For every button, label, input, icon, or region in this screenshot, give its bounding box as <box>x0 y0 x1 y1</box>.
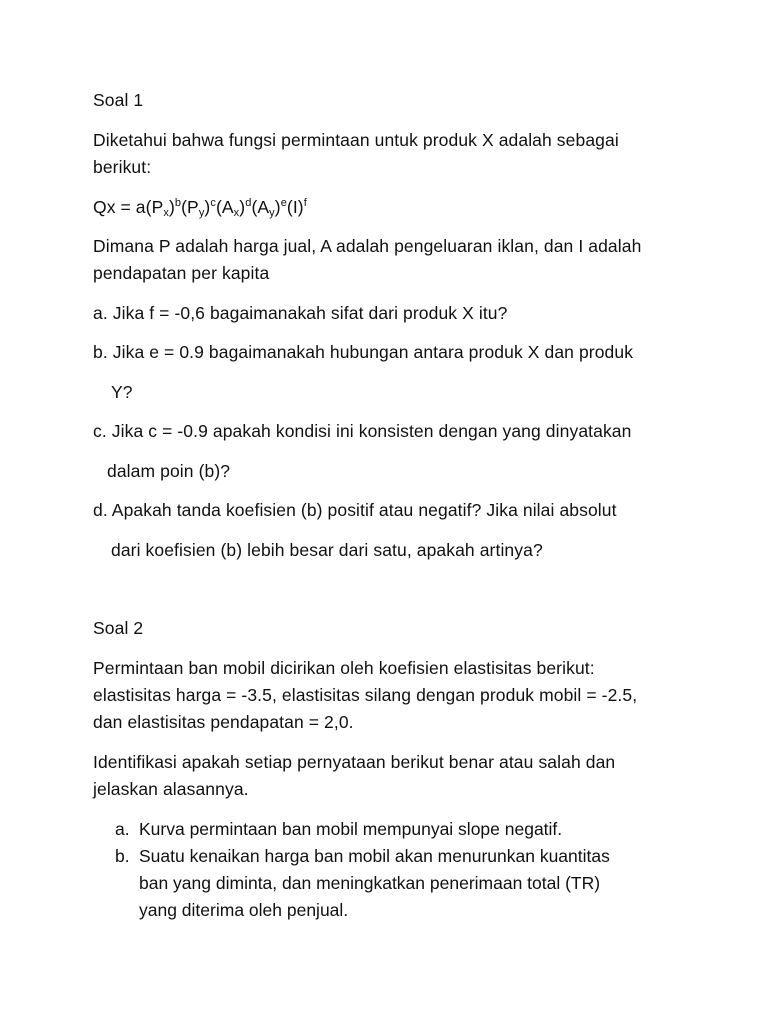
soal2-para1-line3: dan elastisitas pendapatan = 2,0. <box>93 712 354 732</box>
formula-close-3: ) <box>239 197 246 217</box>
soal1-intro-line2: berikut: <box>93 157 152 177</box>
soal1-question-c-line1: c. Jika c = -0.9 apakah kondisi ini konsisten dengan yang dinyatakan <box>93 421 632 441</box>
soal2-para2-line2: jelaskan alasannya. <box>93 779 249 799</box>
soal1-def-line1: Dimana P adalah harga jual, A adalah pengeluaran iklan, dan I adalah <box>93 236 642 256</box>
soal1-question-b-line1: b. Jika e = 0.9 bagaimanakah hubungan antara produk X dan produk <box>93 342 634 362</box>
soal2-item-a-text: Kurva permintaan ban mobil mempunyai slope negatif. <box>139 819 563 839</box>
soal1-question-c-line2: dalam poin (b)? <box>107 461 231 481</box>
formula-ax-sub: x <box>233 207 240 219</box>
soal1-intro-line1: Diketahui bahwa fungsi permintaan untuk produk X adalah sebagai <box>93 130 619 150</box>
soal2-item-b-line3: yang diterima oleh penjual. <box>139 900 349 920</box>
formula-b-sup: b <box>174 197 182 209</box>
soal2-item-b-line2: ban yang diminta, dan meningkatkan penerimaan total (TR) <box>139 873 601 893</box>
soal1-question-a: a. Jika f = -0,6 bagaimanakah sifat dari produk X itu? <box>93 303 508 323</box>
formula-px-sub: x <box>163 207 169 219</box>
soal2-para1-line1: Permintaan ban mobil dicirikan oleh koefisien elastisitas berikut: <box>93 658 595 678</box>
formula-close-2: ) <box>204 197 211 217</box>
soal1-question-d-line1: d. Apakah tanda koefisien (b) positif atau negatif? Jika nilai absolut <box>93 500 617 520</box>
soal2-heading: Soal 2 <box>93 618 144 638</box>
formula-ay-sub: y <box>269 207 275 219</box>
formula-q: Qx = a(P <box>93 197 164 217</box>
soal2-para1-line2: elastisitas harga = -3.5, elastisitas silang dengan produk mobil = -2.5, <box>93 685 638 705</box>
demand-formula <box>93 194 307 220</box>
soal2-item-b-label: b. <box>115 846 130 866</box>
soal2-item-b-line1: Suatu kenaikan harga ban mobil akan menurunkan kuantitas <box>139 846 610 866</box>
soal2-para2-line1: Identifikasi apakah setiap pernyataan berikut benar atau salah dan <box>93 752 616 772</box>
formula-py-open: (P <box>181 197 199 217</box>
formula-ay-open: (A <box>251 197 270 217</box>
soal1-question-d-line2: dari koefisien (b) lebih besar dari satu, apakah artinya? <box>111 540 543 560</box>
soal1-question-b-line2: Y? <box>111 382 133 402</box>
formula-close-1: ) <box>168 197 175 217</box>
formula-f-sup: f <box>303 197 307 209</box>
soal2-item-a-label: a. <box>115 819 130 839</box>
formula-e-sup: e <box>280 197 287 209</box>
formula-ax-open: (A <box>215 197 234 217</box>
formula-close-4: ) <box>274 197 281 217</box>
formula-py-sub: y <box>198 207 205 219</box>
formula-i: (I) <box>286 197 304 217</box>
formula-c-sup: c <box>210 197 216 209</box>
soal1-heading: Soal 1 <box>93 90 144 110</box>
soal1-def-line2: pendapatan per kapita <box>93 263 270 283</box>
formula-d-sup: d <box>245 197 252 209</box>
